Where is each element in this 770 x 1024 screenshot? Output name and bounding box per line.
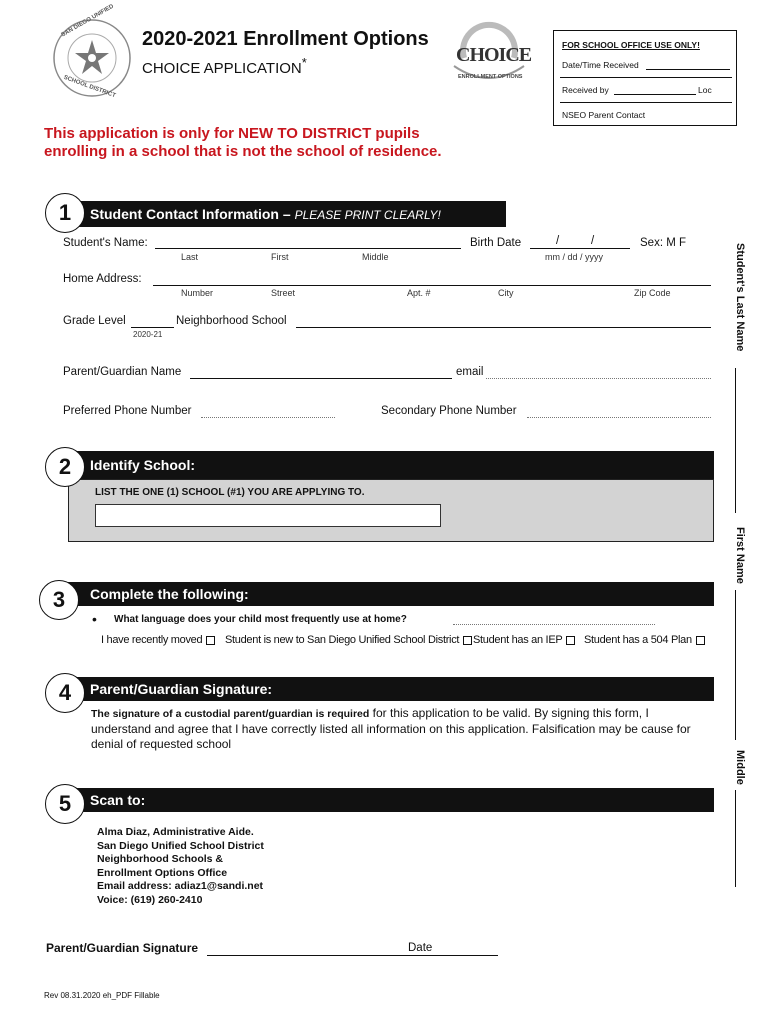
section-2-title: Identify School: — [90, 457, 195, 473]
option-new-to-district[interactable] — [225, 634, 472, 646]
preferred-phone-field[interactable] — [201, 417, 335, 418]
side-last-name-field[interactable] — [735, 368, 736, 513]
logo-bottom-text: SCHOOL DISTRICT — [62, 74, 117, 100]
subtitle-text: CHOICE APPLICATION — [142, 60, 302, 77]
option-504-label: Student has a 504 Plan — [584, 634, 692, 646]
student-name-field[interactable] — [155, 248, 461, 249]
secondary-phone-field[interactable] — [527, 417, 711, 418]
scan-contact-line: Neighborhood Schools & — [97, 853, 223, 865]
section-3-bullet: • — [92, 611, 97, 627]
scan-contact-line: Voice: (619) 260-2410 — [97, 893, 203, 906]
email-field[interactable] — [486, 378, 711, 379]
birth-date-field[interactable] — [530, 248, 630, 249]
neighborhood-school-field[interactable] — [296, 327, 711, 328]
number-caption: Number — [181, 288, 214, 298]
scan-contact-line: Alma Diaz, Administrative Aide. — [97, 826, 254, 838]
last-caption: Last — [181, 252, 199, 262]
choice-logo-subtext: ENROLLMENT OPTIONS — [458, 74, 523, 80]
footer-signature-label: Parent/Guardian Signature — [46, 941, 199, 955]
option-iep-label: Student has an IEP — [473, 634, 563, 646]
504-plan-checkbox[interactable] — [696, 636, 705, 645]
student-name-label: Student's Name: — [63, 237, 148, 249]
signature-statement-bold: The signature of a custodial parent/guardian is required — [91, 708, 370, 720]
received-by-label: Received by — [562, 85, 609, 95]
home-address-label: Home Address: — [63, 273, 142, 285]
recently-moved-checkbox[interactable] — [206, 636, 215, 645]
received-by-field[interactable] — [614, 94, 696, 95]
birth-date-format: mm / dd / yyyy — [545, 252, 604, 262]
district-logo — [52, 3, 132, 100]
option-504[interactable] — [584, 634, 705, 646]
signature-statement-rest: for this application to be valid. By signing this form, I understand and agree that I have correctly listed all information on this application. Falsification may be cause for denial of requested school — [91, 706, 691, 751]
notice-line-2: enrolling in a school that is not the school of residence. — [44, 143, 442, 160]
side-first-name-label: First Name — [734, 527, 746, 584]
datetime-received-label: Date/Time Received — [562, 60, 639, 70]
parent-name-label: Parent/Guardian Name — [63, 366, 182, 378]
subtitle-asterisk: * — [301, 55, 307, 70]
section-1-number: 1 — [45, 193, 85, 233]
datetime-received-field[interactable] — [646, 69, 730, 70]
apt-caption: Apt. # — [407, 288, 431, 298]
birth-date-sep-2: / — [591, 235, 595, 247]
home-address-field[interactable] — [153, 285, 711, 286]
scan-contact-line: Email address: adiaz1@sandi.net — [97, 880, 264, 892]
nseo-contact-label: NSEO Parent Contact — [562, 110, 646, 120]
option-iep[interactable] — [473, 634, 575, 646]
section-3-title: Complete the following: — [90, 586, 249, 602]
birth-date-label: Birth Date — [470, 237, 522, 249]
signature-statement — [91, 706, 706, 752]
secondary-phone-label: Secondary Phone Number — [381, 405, 517, 417]
preferred-phone-label: Preferred Phone Number — [63, 405, 192, 417]
footer-signature-field[interactable] — [207, 955, 403, 956]
side-middle-field[interactable] — [735, 790, 736, 887]
section-2-panel — [68, 479, 714, 542]
section-3-number: 3 — [39, 580, 79, 620]
section-1-header — [68, 201, 506, 227]
grade-level-label: Grade Level — [63, 315, 126, 327]
choice-logo — [444, 18, 534, 90]
scan-contact-block — [97, 826, 264, 907]
footer-date-field[interactable] — [403, 955, 498, 956]
section-4-number: 4 — [45, 673, 85, 713]
iep-checkbox[interactable] — [566, 636, 575, 645]
middle-caption: Middle — [362, 252, 389, 262]
section-2-instruction: LIST THE ONE (1) SCHOOL (#1) YOU ARE APPLYING TO. — [95, 487, 365, 498]
page-title: 2020-2021 Enrollment Options — [142, 28, 429, 50]
section-5-title: Scan to: — [90, 792, 146, 808]
grade-level-field[interactable] — [131, 327, 174, 328]
section-3-header — [68, 582, 714, 606]
option-new-to-district-label: Student is new to San Diego Unified School District — [225, 634, 460, 646]
footer-date-label: Date — [408, 942, 433, 954]
email-label: email — [456, 366, 484, 378]
zip-caption: Zip Code — [634, 288, 671, 298]
sex-label[interactable]: Sex: M F — [640, 237, 687, 249]
first-caption: First — [271, 252, 289, 262]
side-first-name-field[interactable] — [735, 590, 736, 740]
section-1-title: Student Contact Information – — [90, 206, 291, 222]
neighborhood-school-label: Neighborhood School — [176, 315, 287, 327]
side-middle-label: Middle — [734, 750, 746, 785]
office-use-box — [553, 30, 737, 126]
logo-top-text: SAN DIEGO UNIFIED — [60, 3, 115, 39]
scan-contact-line: Enrollment Options Office — [97, 866, 228, 879]
school-input[interactable] — [95, 504, 441, 527]
choice-logo-text: CHOICE — [456, 44, 532, 66]
parent-name-field[interactable] — [190, 378, 452, 379]
new-to-district-checkbox[interactable] — [463, 636, 472, 645]
section-4-header — [68, 677, 714, 701]
notice-line-1: This application is only for NEW TO DISTRICT pupils — [44, 125, 420, 142]
street-caption: Street — [271, 288, 296, 298]
language-question: What language does your child most frequently use at home? — [114, 614, 407, 625]
section-5-header — [68, 788, 714, 812]
grade-year-caption: 2020-21 — [133, 330, 163, 339]
option-recently-moved[interactable] — [101, 634, 215, 646]
section-4-title: Parent/Guardian Signature: — [90, 681, 273, 697]
revision-note: Rev 08.31.2020 eh_PDF Fillable — [44, 991, 160, 1000]
office-divider-2 — [560, 102, 732, 103]
birth-date-sep-1: / — [556, 235, 560, 247]
section-2-header — [68, 451, 714, 479]
section-5-number: 5 — [45, 784, 85, 824]
language-field[interactable] — [453, 624, 655, 625]
office-use-heading: FOR SCHOOL OFFICE USE ONLY! — [562, 40, 700, 50]
page-subtitle — [142, 55, 307, 77]
option-recently-moved-label: I have recently moved — [101, 634, 203, 646]
side-last-name-label: Student's Last Name — [734, 243, 746, 352]
scan-contact-line: San Diego Unified School District — [97, 839, 264, 852]
city-caption: City — [498, 288, 514, 298]
loc-label: Loc — [698, 85, 712, 95]
section-1-title-note: PLEASE PRINT CLEARLY! — [294, 208, 441, 222]
section-2-number: 2 — [45, 447, 85, 487]
office-divider-1 — [560, 77, 732, 78]
